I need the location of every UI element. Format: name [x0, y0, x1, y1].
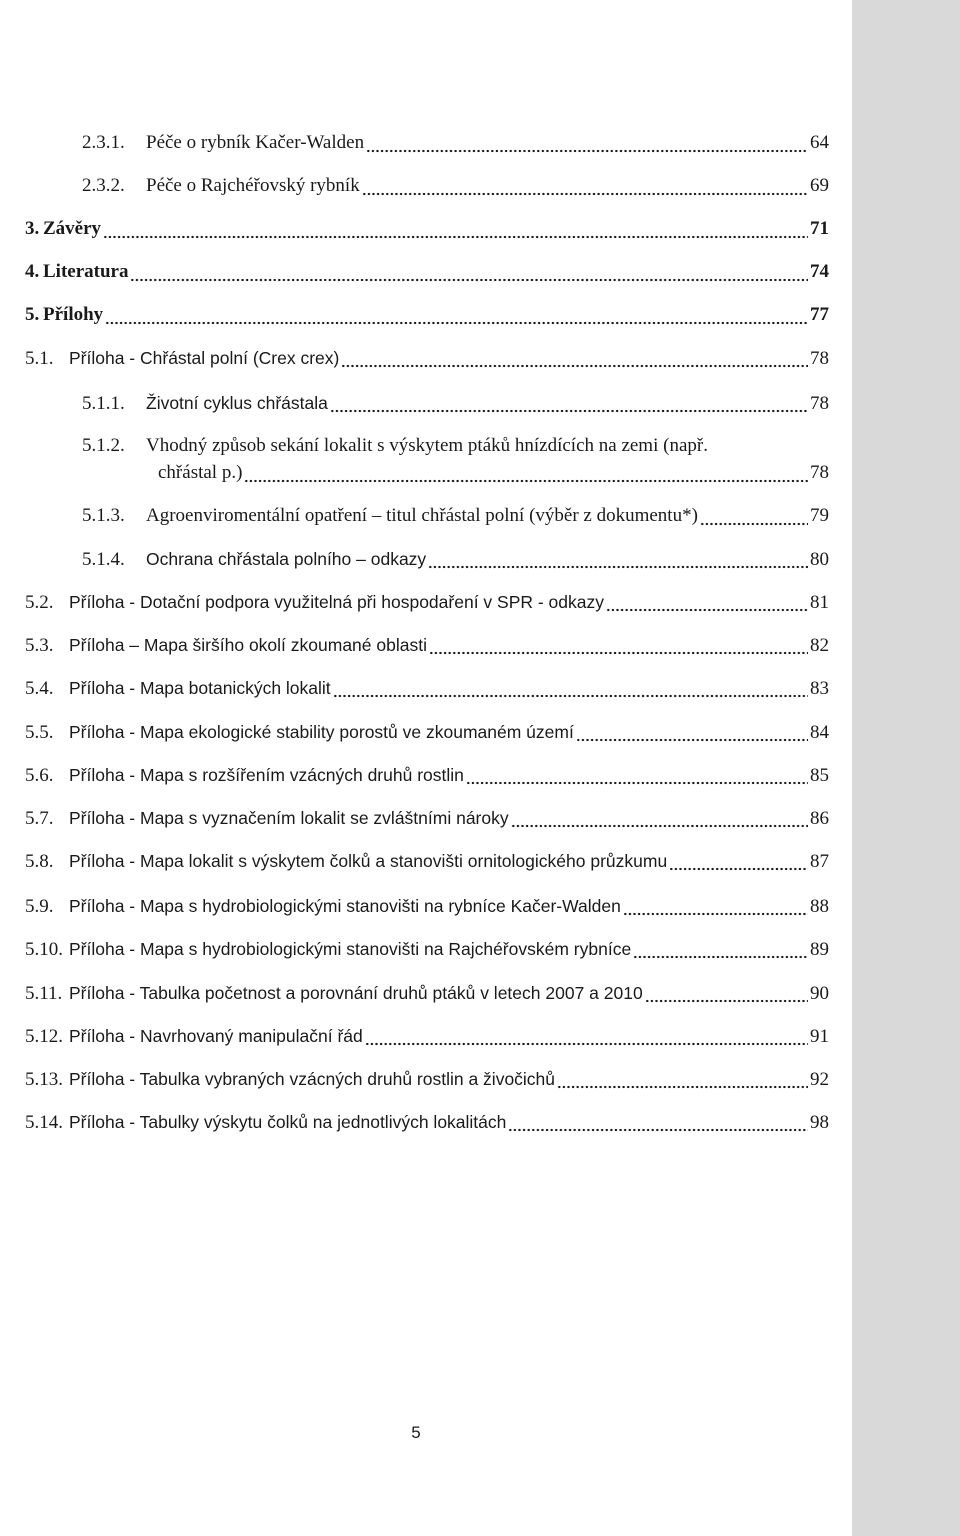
entry-number: 5.6.: [25, 765, 54, 786]
entry-page: 85: [810, 765, 829, 786]
dot-leader: [633, 955, 808, 962]
dot-leader: [130, 278, 808, 285]
entry-number: 5.1.1.: [82, 393, 125, 414]
entry-page: 81: [810, 592, 829, 613]
toc-entry-5-6[interactable]: [25, 762, 829, 788]
dot-leader: [623, 912, 808, 919]
entry-page: 87: [810, 851, 829, 872]
entry-page: 78: [810, 462, 829, 483]
dot-leader: [511, 824, 808, 831]
entry-number: 5.7.: [25, 808, 54, 829]
entry-title: Příloha - Mapa s vyznačením lokalit se zvláštními nároky: [69, 808, 509, 828]
entry-number: 5.8.: [25, 851, 54, 872]
entry-page: 98: [810, 1112, 829, 1133]
entry-title: Životní cyklus chřástala: [146, 393, 328, 413]
toc-entry-5-1-2-continuation[interactable]: [158, 460, 829, 486]
toc-entry-5-1-3[interactable]: [82, 503, 829, 529]
entry-title: Agroenviromentální opatření – titul chřástal polní (výběr z dokumentu*): [146, 505, 698, 526]
toc-entry-2-3-2[interactable]: [82, 173, 829, 199]
dot-leader: [330, 409, 808, 416]
entry-title: Příloha - Mapa s rozšířením vzácných druhů rostlin: [69, 765, 464, 785]
entry-number: 5.1.3.: [82, 505, 125, 526]
toc-entry-5-8[interactable]: [25, 848, 829, 874]
entry-number: 2.3.1.: [82, 132, 125, 153]
dot-leader: [669, 867, 808, 874]
toc-entry-5-1[interactable]: [25, 345, 829, 371]
entry-page: 80: [810, 549, 829, 570]
entry-page: 91: [810, 1026, 829, 1047]
dot-leader: [700, 522, 808, 529]
dot-leader: [429, 651, 808, 658]
entry-title: Péče o Rajchéřovský rybník: [146, 175, 360, 196]
entry-page: 83: [810, 678, 829, 699]
toc-entry-5-12[interactable]: [25, 1023, 829, 1049]
dot-leader: [362, 192, 808, 199]
dot-leader: [606, 608, 808, 615]
entry-number: 5.13.: [25, 1069, 63, 1090]
dot-leader: [103, 235, 808, 242]
toc-entry-5-1-1[interactable]: [82, 390, 829, 416]
entry-number: 5.2.: [25, 592, 54, 613]
toc-entry-5-7[interactable]: [25, 805, 829, 831]
entry-number: 5.1.4.: [82, 549, 125, 570]
toc-entry-5-11[interactable]: [25, 980, 829, 1006]
toc-entry-5-14[interactable]: [25, 1109, 829, 1135]
dot-leader: [557, 1085, 808, 1092]
entry-page: 78: [810, 393, 829, 414]
entry-number: 5.5.: [25, 722, 54, 743]
entry-number: 5.1.2.: [82, 435, 125, 456]
entry-title: Příloha - Dotační podpora využitelná při hospodaření v SPR - odkazy: [69, 592, 605, 612]
entry-page: 71: [810, 218, 829, 239]
entry-title: Péče o rybník Kačer-Walden: [146, 132, 365, 153]
dot-leader: [341, 364, 808, 371]
entry-title: Příloha - Mapa s hydrobiologickými stanovišti na rybníce Kačer-Walden: [69, 896, 621, 916]
entry-number: 5.14.: [25, 1112, 63, 1133]
entry-page: 79: [810, 505, 829, 526]
dot-leader: [508, 1128, 808, 1135]
toc-entry-2-3-1[interactable]: [82, 130, 829, 156]
toc-entry-5-3[interactable]: [25, 632, 829, 658]
page-margin-strip: [852, 0, 960, 1536]
entry-page: 89: [810, 939, 829, 960]
entry-title: Příloha - Tabulka početnost a porovnání druhů ptáků v letech 2007 a 2010: [69, 983, 643, 1003]
entry-page: 82: [810, 635, 829, 656]
dot-leader: [366, 149, 808, 156]
entry-title: Vhodný způsob sekání lokalit s výskytem ptáků hnízdících na zemi (např.: [146, 435, 708, 456]
entry-number: 5.11.: [25, 983, 63, 1004]
toc-entry-3[interactable]: [25, 216, 829, 242]
toc-entry-5-1-4[interactable]: [82, 546, 829, 572]
dot-leader: [365, 1042, 808, 1049]
toc-entry-5-2[interactable]: [25, 589, 829, 615]
entry-number: 5.9.: [25, 896, 54, 917]
entry-title: Příloha - Navrhovaný manipulační řád: [69, 1026, 363, 1046]
entry-number: 3.: [25, 218, 40, 239]
entry-title: Příloha - Tabulky výskytu čolků na jednotlivých lokalitách: [69, 1112, 507, 1132]
toc-entry-5-5[interactable]: [25, 719, 829, 745]
entry-number: 5.1.: [25, 348, 54, 369]
entry-number: 5.: [25, 304, 40, 325]
entry-number: 5.4.: [25, 678, 54, 699]
entry-page: 69: [810, 175, 829, 196]
dot-leader: [645, 999, 808, 1006]
entry-title: Literatura: [43, 261, 129, 282]
entry-page: 77: [810, 304, 829, 325]
entry-title: Příloha - Chřástal polní (Crex crex): [69, 348, 340, 368]
entry-page: 88: [810, 896, 829, 917]
page-number: 5: [411, 1423, 421, 1442]
dot-leader: [105, 321, 808, 328]
entry-number: 5.12.: [25, 1026, 63, 1047]
toc-entry-4[interactable]: [25, 259, 829, 285]
entry-page: 64: [810, 132, 829, 153]
dot-leader: [466, 781, 808, 788]
entry-title: Příloha – Mapa širšího okolí zkoumané oblasti: [69, 635, 427, 655]
entry-page: 78: [810, 348, 829, 369]
entry-page: 92: [810, 1069, 829, 1090]
dot-leader: [333, 694, 808, 701]
entry-page: 74: [810, 261, 829, 282]
entry-number: 5.3.: [25, 635, 54, 656]
entry-number: 4.: [25, 261, 40, 282]
entry-title: Příloha - Tabulka vybraných vzácných druhů rostlin a živočichů: [69, 1069, 556, 1089]
toc-entry-5-1-2[interactable]: [82, 433, 829, 459]
entry-title: Závěry: [43, 218, 102, 239]
toc-entry-5-9[interactable]: [25, 893, 829, 919]
entry-title: Příloha - Mapa s hydrobiologickými stanovišti na Rajchéřovském rybníce: [69, 939, 632, 959]
entry-title: Přílohy: [43, 304, 104, 325]
toc-entry-5-13[interactable]: [25, 1066, 829, 1092]
dot-leader: [428, 565, 808, 572]
toc-entry-5-4[interactable]: [25, 675, 829, 701]
entry-title: Příloha - Mapa botanických lokalit: [69, 678, 331, 698]
entry-title-continuation: chřástal p.): [158, 462, 243, 483]
entry-page: 86: [810, 808, 829, 829]
toc-entry-5[interactable]: [25, 302, 829, 328]
entry-title: Ochrana chřástala polního – odkazy: [146, 549, 427, 569]
dot-leader: [244, 479, 808, 486]
entry-page: 90: [810, 983, 829, 1004]
entry-number: 2.3.2.: [82, 175, 125, 196]
dot-leader: [576, 738, 808, 745]
entry-title: Příloha - Mapa ekologické stability porostů ve zkoumaném území: [69, 722, 574, 742]
toc-entry-5-10[interactable]: [25, 936, 829, 962]
entry-number: 5.10.: [25, 939, 63, 960]
entry-title: Příloha - Mapa lokalit s výskytem čolků a stanovišti ornitologického průzkumu: [69, 851, 668, 871]
entry-page: 84: [810, 722, 829, 743]
